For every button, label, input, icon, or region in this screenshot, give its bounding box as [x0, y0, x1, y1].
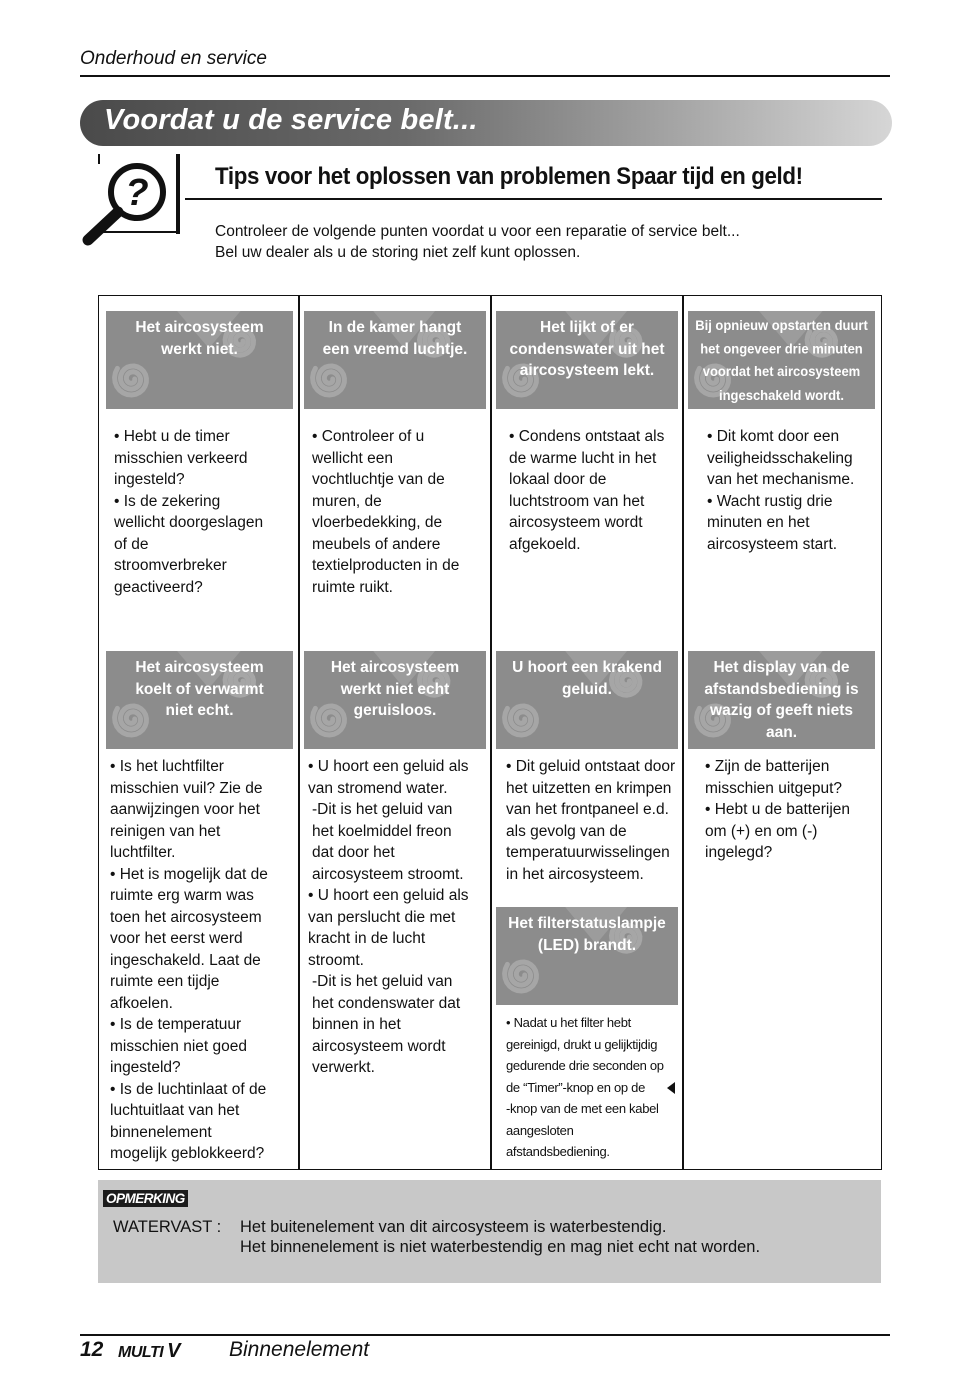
problem-box — [106, 311, 293, 409]
problem-title-line: koelt of verwarmt — [135, 680, 264, 698]
problem-title — [110, 657, 289, 722]
solution-line: -Dit is het geluid van — [312, 973, 453, 990]
solution-item — [308, 756, 490, 799]
solution-line: reinigen van het — [110, 822, 221, 840]
solution-line: als gevolg van de — [506, 822, 627, 840]
solution-line: • Wacht rustig drie — [707, 492, 833, 510]
solution-item — [114, 491, 294, 599]
svg-text:?: ? — [125, 172, 149, 214]
problem-title-line: (LED) brandt. — [537, 936, 637, 954]
solution-line: vochtluchtje van de — [312, 471, 445, 488]
solution-item — [312, 426, 490, 598]
solution-line: luchtstroom van het — [509, 492, 645, 510]
solution-line: • Condens ontstaat als — [509, 428, 665, 445]
solution-text — [312, 426, 490, 598]
solution-line: • Is het luchtfilter — [110, 758, 224, 775]
solution-line: afkoelen. — [110, 994, 173, 1012]
solution-line: aircosysteem wordt — [312, 1037, 446, 1055]
problem-box — [496, 907, 678, 1005]
solution-line: geactiveerd? — [114, 578, 203, 596]
note-line: Het binnenelement is niet waterbestendig en mag niet echt nat worden. — [240, 1238, 761, 1256]
solution-line: misschien niet goed — [110, 1037, 247, 1055]
problem-title-line: Het filterstatuslampje — [508, 915, 666, 932]
solution-line: ruimte erg warm was — [110, 887, 254, 904]
solution-line: ingesteld? — [110, 1059, 181, 1076]
section-label: Onderhoud en service — [80, 48, 267, 69]
solution-line: gereinigd, drukt u gelijktijdig — [506, 1036, 658, 1052]
solution-line: wellicht doorgeslagen — [114, 514, 264, 531]
solution-line: vloerbedekking, de — [312, 514, 443, 531]
solution-line: lokaal door de — [509, 471, 607, 488]
problem-box — [496, 311, 678, 409]
swirl-decoration — [313, 366, 345, 395]
solution-line: toen het aircosysteem — [110, 908, 262, 926]
problem-title — [500, 657, 674, 700]
solution-line: aircosysteem stroomt. — [312, 865, 464, 883]
problem-box — [688, 651, 875, 749]
solution-line: van stromend water. — [308, 779, 448, 797]
solution-line: aanwijzingen voor het — [110, 801, 260, 818]
problem-title — [692, 657, 871, 743]
solution-line: wellicht een — [312, 449, 393, 467]
problem-title-line: geluid. — [562, 680, 612, 698]
solution-line: -Dit is het geluid van — [312, 801, 453, 818]
solution-line: • Nadat u het filter hebt — [506, 1015, 631, 1030]
solution-line: ruimte ruikt. — [312, 578, 393, 596]
tips-title: Tips voor het oplossen van problemen Spaar tijd en geld! — [215, 163, 803, 190]
solution-text — [308, 756, 490, 1079]
solution-line: het condenswater dat — [312, 994, 461, 1012]
solution-line: misschien vuil? Zie de — [110, 779, 263, 797]
solution-line: • Hebt u de batterijen — [705, 801, 851, 818]
column-divider — [490, 296, 492, 1169]
solution-line: • Zijn de batterijen — [705, 758, 830, 775]
brand-logo — [118, 1340, 180, 1363]
solution-item — [509, 426, 687, 555]
solution-line: binnen in het — [312, 1016, 401, 1033]
solution-line: voor het eerst werd — [110, 930, 243, 947]
solution-line: van het frontpaneel e.d. — [506, 801, 669, 818]
solution-line: ingeschakeld. Laat de — [110, 951, 261, 969]
solution-item — [308, 971, 490, 1079]
solution-text — [509, 426, 687, 555]
solution-line: aircosysteem start. — [707, 535, 838, 553]
solution-line: aangesloten — [506, 1122, 574, 1138]
problem-title-line: werkt niet echt — [340, 680, 450, 698]
solution-line: • Controleer of u — [312, 428, 425, 445]
solution-line: textielproducten in de — [312, 557, 460, 574]
solution-line: • Is de luchtinlaat of de — [110, 1080, 267, 1098]
solution-line: -knop van de met een kabel — [506, 1101, 659, 1116]
solution-line: van het mechanisme. — [707, 471, 855, 488]
solution-item — [110, 756, 295, 864]
problem-title-line: Het lijkt of er — [540, 319, 634, 336]
problem-title-line: wazig of geeft niets — [710, 702, 853, 719]
banner-title: Voordat u de service belt... — [104, 104, 478, 136]
problem-title-line: het ongeveer drie minuten — [700, 340, 863, 357]
problem-title — [500, 913, 674, 956]
problem-title — [692, 314, 871, 407]
solution-line: afgekoeld. — [509, 535, 581, 553]
solution-line: ingesteld? — [114, 471, 185, 488]
solution-line: luchtuitlaat van het — [110, 1102, 240, 1119]
solution-line: • U hoort een geluid als — [308, 887, 469, 904]
problem-title-line: condenswater uit het — [509, 340, 665, 358]
problem-title-line: In de kamer hangt — [328, 319, 462, 336]
solution-line: temperatuurwisselingen — [506, 844, 670, 861]
solution-item — [110, 864, 295, 1015]
solution-line: verwerkt. — [312, 1059, 375, 1076]
solution-line: ingelegd? — [705, 844, 773, 861]
solution-item — [110, 1014, 295, 1079]
solution-line: gedurende drie seconden op — [506, 1058, 664, 1073]
problem-box — [688, 311, 875, 409]
solution-line: in het aircosysteem. — [506, 865, 644, 883]
solution-line: binnenelement — [110, 1123, 212, 1141]
intro-text — [215, 221, 740, 263]
solution-line: aircosysteem wordt — [509, 514, 643, 531]
solution-line: • Hebt u de timer — [114, 428, 230, 445]
solution-line: misschien verkeerd — [114, 449, 248, 467]
solution-text — [114, 426, 294, 598]
footer-rule — [80, 1334, 890, 1336]
problem-title-line: afstandsbediening is — [704, 680, 859, 698]
problem-box — [106, 651, 293, 749]
note-label: WATERVAST : — [113, 1218, 222, 1236]
solution-line: veiligheidsschakeling — [707, 449, 853, 467]
problem-title — [308, 317, 482, 360]
left-arrow-icon — [665, 1081, 677, 1095]
problem-title-line: geruisloos. — [353, 702, 437, 719]
header-rule — [80, 75, 890, 77]
swirl-decoration — [115, 366, 147, 395]
note-box — [98, 1180, 881, 1283]
solution-item — [506, 756, 688, 885]
problem-title-line: U hoort een krakend — [512, 659, 662, 676]
note-badge: OPMERKING — [103, 1190, 188, 1207]
problem-title-line: voordat het aircosysteem — [702, 363, 861, 380]
solution-line: muren, de — [312, 492, 382, 510]
magnifier-question-icon — [82, 154, 182, 246]
column-divider — [298, 296, 300, 1169]
solution-line: • Dit geluid ontstaat door — [506, 758, 676, 775]
solution-item — [308, 799, 490, 885]
problem-title-line: aircosysteem lekt. — [519, 362, 655, 379]
solution-text — [506, 756, 688, 885]
solution-item — [707, 426, 882, 491]
solution-text — [705, 756, 880, 864]
problem-box — [304, 651, 486, 749]
problem-title — [500, 317, 674, 382]
solution-line: stroomverbreker — [114, 557, 227, 574]
problem-title-line: Het aircosysteem — [135, 659, 264, 676]
page-number: 12 — [80, 1338, 104, 1361]
solution-item — [705, 756, 880, 799]
solution-item — [308, 885, 490, 971]
solution-line: dat door het — [312, 844, 395, 861]
solution-item — [114, 426, 294, 491]
title-banner — [80, 100, 892, 146]
solution-line: • Is de temperatuur — [110, 1016, 242, 1033]
solution-line: het uitzetten en krimpen — [506, 779, 672, 797]
brand-logo-text: MULTI — [118, 1344, 168, 1361]
note-line: Het buitenelement van dit aircosysteem is waterbestendig. — [240, 1218, 667, 1236]
swirl-decoration — [505, 706, 537, 735]
intro-line: Bel uw dealer als u de storing niet zelf kunt oplossen. — [215, 244, 581, 261]
solution-text — [110, 756, 295, 1165]
solution-text — [506, 1012, 688, 1163]
problem-title-line: Bij opnieuw opstarten duurt — [695, 316, 868, 333]
solution-line: meubels of andere — [312, 535, 441, 553]
solution-line: minuten en het — [707, 514, 810, 531]
brand-logo-v: V — [167, 1340, 180, 1362]
solution-line: van perslucht die met — [308, 908, 456, 926]
problem-title-line: Het aircosysteem — [135, 319, 264, 336]
problem-box — [496, 651, 678, 749]
problem-title-line: een vreemd luchtje. — [322, 340, 468, 358]
solution-line: • Dit komt door een — [707, 428, 840, 445]
solution-text — [707, 426, 882, 555]
problem-title-line: werkt niet. — [161, 340, 238, 358]
problem-title-line: ingeschakeld wordt. — [719, 386, 844, 403]
solution-line: luchtfilter. — [110, 844, 176, 861]
problem-title-line: Het display van de — [713, 659, 850, 676]
solution-item — [110, 1079, 295, 1165]
problem-title — [308, 657, 482, 722]
problem-title-line: aan. — [765, 723, 797, 741]
solution-line: afstandsbediening. — [506, 1144, 610, 1159]
solution-item — [707, 491, 882, 556]
solution-line: of de — [114, 535, 149, 553]
solution-line: stroomt. — [308, 951, 364, 969]
solution-line: het koelmiddel freon — [312, 822, 452, 840]
tips-rule — [185, 198, 882, 200]
intro-line: Controleer de volgende punten voordat u voor een reparatie of service belt... — [215, 223, 740, 240]
solution-line: misschien uitgeput? — [705, 779, 842, 797]
solution-line: kracht in de lucht — [308, 930, 426, 947]
problem-title-line: niet echt. — [165, 702, 234, 719]
problem-title-line: Het aircosysteem — [330, 659, 460, 676]
solution-item — [506, 1012, 688, 1163]
solution-line: om (+) en om (-) — [705, 822, 818, 840]
solution-line: de warme lucht in het — [509, 449, 657, 467]
solution-line: mogelijk geblokkeerd? — [110, 1145, 265, 1162]
problem-box — [304, 311, 486, 409]
solution-line: • Is de zekering — [114, 492, 221, 510]
problem-title — [110, 317, 289, 360]
solution-line: • Het is mogelijk dat de — [110, 865, 268, 883]
solution-line: ruimte een tijdje — [110, 973, 220, 990]
swirl-decoration — [505, 962, 537, 991]
solution-item — [705, 799, 880, 864]
footer-product: Binnenelement — [229, 1338, 370, 1361]
solution-line: de “Timer”-knop en op de — [506, 1079, 645, 1095]
solution-line: • U hoort een geluid als — [308, 758, 469, 775]
